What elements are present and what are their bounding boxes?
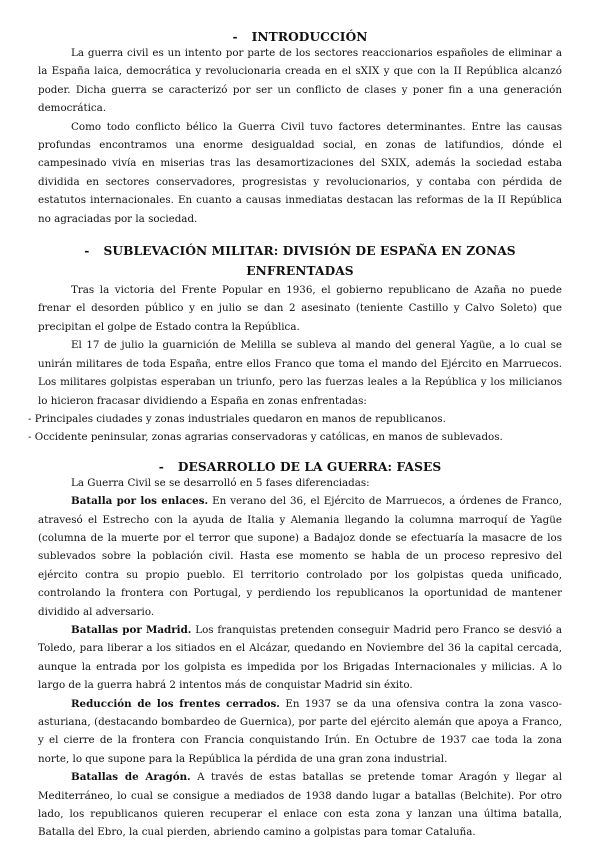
sublevacion-paragraph-2: El 17 de julio la guarnición de Melilla se subleva al mando del general Yagüe, a lo cual se unirán militares de toda España, entre ellos Franco que toma el mando del Ejército en Marruecos. Los militares golpistas esperaban un triunfo, pero las fuerzas leales a la República y los milicianos lo hicieron fracasar dividiendo a España en zonas enfrentadas: [38, 339, 562, 407]
phase-text: En verano del 36, el Ejército de Marruecos, a órdenes de Franco, atravesó el Estrecho con la ayuda de Italia y Alemania llegando la columna marroquí de Yagüe (columna de la muerte por el terror que supone) a Badajoz donde se efectuaría la masacre de los sublevados sobre la población civil. Hasta ese momento se habla de un proceso represivo del ejército contra su propio pueblo. El territorio controlado por los golpistas queda unificado, controlando la frontera con Portugal, y perdiendo los republicanos la oportunidad de mantener dividido al adversario. [38, 495, 562, 618]
section-heading-desarrollo [38, 460, 562, 474]
phase-title: Batalla por los enlaces. [71, 495, 209, 508]
phase-text: Los franquistas pretenden conseguir Madrid pero Franco se desvió a Toledo, para liberar a los sitiados en el Alcázar, quedando en Noviembre del 36 la capital cercada, aunque la entrada por los golpista es impedida por los Brigadas Internacionales y milicias. A lo largo de la guerra habrá 2 intentos más de conquistar Madrid sin éxito. [38, 623, 562, 692]
heading-text: DESARROLLO DE LA GUERRA: FASES [177, 459, 442, 474]
list-item: - Occidente peninsular, zonas agrarias conservadoras y católicas, en manos de sublevados. [28, 431, 503, 444]
section-heading-sublevacion [38, 241, 562, 281]
phase-text: A través de estas batallas se pretende tomar Aragón y llegar al Mediterráneo, lo cual se consigue a mediados de 1938 dando lugar a batallas (Belchite). Por otro lado, los republicanos quieren recuperar el enlace con esta zona y lanzan una última batalla, Batalla del Ebro, la cual pierden, abriendo camino a golpistas para tomar Cataluña. [38, 771, 562, 839]
phase-title: Reducción de los frentes cerrados. [71, 697, 280, 710]
intro-paragraph-2: Como todo conflicto bélico la Guerra Civil tuvo factores determinantes. Entre las causas profundas encontramos una enorme desigualdad social, en zonas de latifundios, dónde el campesinado vivía en miserias tras las desamortizaciones del SXIX, además la sociedad estaba dividida en sectores conservadores, progresistas y revolucionarios, y contaba con pérdida de estatutos internacionales. En cuanto a causas inmediatas destacan las reformas de la II República no agraciadas por la sociedad. [38, 120, 562, 225]
heading-dash: - [158, 459, 164, 474]
phase-title: Batallas de Aragón. [71, 771, 191, 784]
phase-title: Batallas por Madrid. [71, 623, 192, 636]
phase-paragraph [38, 492, 562, 621]
phase-paragraph [38, 768, 562, 842]
heading-dash: - [84, 244, 90, 259]
phase-text: En 1937 se da una ofensiva contra la zona vasco-asturiana, (destacando bombardeo de Guernica), por parte del ejército alemán que apoya a Franco, y el cierre de la frontera con Francia conquistando Irún. En Octubre de 1937 cae toda la zona norte, lo que supone para la República la pérdida de una gran zona industrial. [38, 697, 562, 765]
list-item: - Principales ciudades y zonas industriales quedaron en manos de republicanos. [28, 412, 446, 425]
heading-dash: - [232, 30, 238, 44]
phase-paragraph [38, 621, 562, 695]
document-page [28, 30, 562, 842]
heading-text: INTRODUCCIÓN [251, 30, 368, 44]
intro-paragraph-1: La guerra civil es un intento por parte de los sectores reaccionarios españoles de eliminar a la España laica, democrática y revolucionaria creada en el sXIX y que con la II República alcanzó poder. Dicha guerra se caracterizó por ser un conflicto de clases y poner fin a una generación democrática. [38, 47, 562, 115]
phase-paragraph [38, 695, 562, 769]
sublevacion-paragraph-1: Tras la victoria del Frente Popular en 1936, el gobierno republicano de Azaña no puede frenar el desorden público y en julio se dan 2 asesinato (teniente Castillo y Calvo Soleto) que precipitan el golpe de Estado contra la República. [38, 284, 562, 333]
section-heading-introduccion [38, 30, 562, 44]
desarrollo-intro: La Guerra Civil se se desarrolló en 5 fases diferenciadas: [71, 476, 370, 489]
heading-text: SUBLEVACIÓN MILITAR: DIVISIÓN DE ESPAÑA EN ZONAS ENFRENTADAS [103, 244, 516, 279]
